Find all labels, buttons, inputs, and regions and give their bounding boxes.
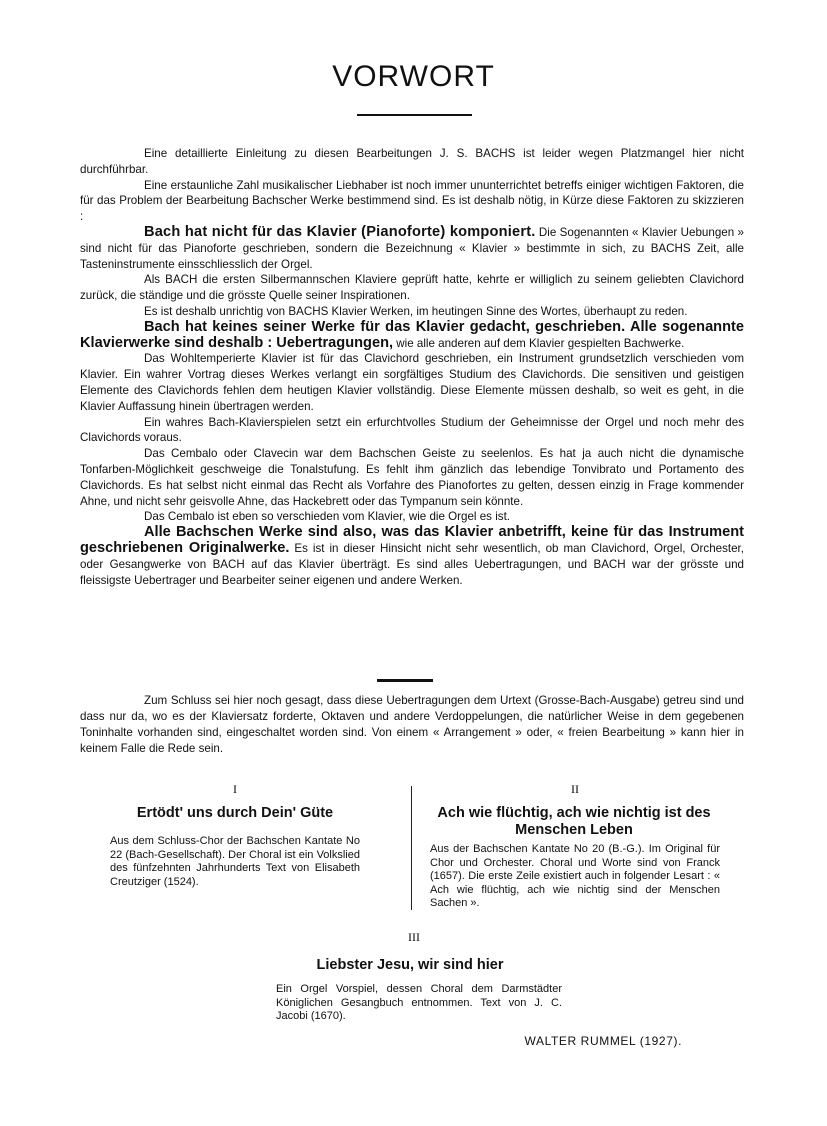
paragraph-text: Die Sogenannten « Klavier Uebungen » sind nicht für das Pianoforte geschrieben, sondern die Bezeichnung « Klavier » bestimmte in sich, zu BACHS Zeit, alle Tasteninstrumente einsschliesslich der Orgel. xyxy=(80,225,744,271)
title-rule xyxy=(357,114,472,116)
paragraph: Das Wohltemperierte Klavier ist für das Clavichord geschrieben, ein Instrument grundsetzlich verschieden vom Klavier. Ein wahrer Vortrag dieses Werkes verlangt ein sorgfältiges Studium des Clavichords. Die sensitiven und geistigen Elemente des Clavichords fehlen dem heutigen Klavier vollständig. Diese Elemente müssen deshalb, so weit es geht, in die Klavier Auffassung hinein übertragen werden. xyxy=(80,352,744,413)
paragraph: Es ist deshalb unrichtig von BACHS Klavier Werken, im heutingen Sinne des Wortes, überhaupt zu reden. xyxy=(144,304,688,318)
paragraph xyxy=(80,525,744,588)
paragraph xyxy=(80,225,744,272)
chorale-numeral: I xyxy=(233,782,237,796)
paragraph: Eine erstaunliche Zahl musikalischer Liebhaber ist noch immer ununterrichtet betreffs einiger wichtigen Faktoren, die für das Problem der Bearbeitung Bachscher Werke bestimmend sind. Es ist deshalb nötig, in Kürze diese Faktoren zu skizzieren : xyxy=(80,178,744,224)
chorale-note: Ein Orgel Vorspiel, dessen Choral dem Darmstädter Königlichen Gesangbuch entnommen. Text von J. C. Jacobi (1670). xyxy=(276,983,562,1023)
paragraph xyxy=(80,320,744,352)
paragraph: Eine detaillierte Einleitung zu diesen Bearbeitungen J. S. BACHS ist leider wegen Platzmangel hier nicht durchführbar. xyxy=(80,147,744,176)
emphasis-text: Bach hat nicht für das Klavier (Pianoforte) komponiert. xyxy=(144,223,536,240)
paragraph: Als BACH die ersten Silbermannschen Klaviere geprüft hatte, kehrte er williglich zu seinem geliebten Clavichord zurück, die ständige und die grösste Quelle seiner Inspirationen. xyxy=(80,273,744,303)
emphasis-text: Bach hat keines seiner Werke für das Klavier gedacht, geschrieben. Alle sogenannte Klavierwerke sind deshalb : Uebertragungen, xyxy=(80,318,744,351)
chorale-note: Aus dem Schluss-Chor der Bachschen Kantate No 22 (Bach-Gesellschaft). Der Choral ist ein Volkslied des fünfzehnten Jahrhunderts Text von Elisabeth Creutziger (1524). xyxy=(110,835,360,888)
page-title: VORWORT xyxy=(332,60,495,93)
signature: WALTER RUMMEL (1927). xyxy=(524,1034,682,1048)
paragraph: Ein wahres Bach-Klavierspielen setzt ein erfurchtvolles Studium der Geheimnisse der Orgel und noch mehr des Clavichords voraus. xyxy=(80,415,744,445)
preface-body xyxy=(80,146,744,588)
chorale-note: Aus der Bachschen Kantate No 20 (B.-G.). Im Original für Chor und Orchester. Choral und Worte sind von Franck (1657). Die erste Zeile existiert auch in folgender Lesart : « Ach wie flüchtig, ach wie nichtig sind der Menschen Sachen ». xyxy=(430,843,720,910)
chorale-title: Ach wie flüchtig, ach wie nichtig ist des Menschen Leben xyxy=(437,805,711,838)
paragraph-text: wie alle anderen auf dem Klavier gespielten Bachwerke. xyxy=(393,336,685,350)
column-divider xyxy=(411,786,412,910)
paragraph-text: Es ist in dieser Hinsicht nicht sehr wesentlich, ob man Clavichord, Orgel, Orchester, oder Gesangwerke von BACH auf das Klavier überträgt. Es sind alles Uebertragungen, und BACH war der grösste und fleissigste Uebertrager und Bearbeiter seiner eigenen und andere Werken. xyxy=(80,541,744,587)
section-rule xyxy=(377,679,433,682)
paragraph: Das Cembalo oder Clavecin war dem Bachschen Geiste zu seelenlos. Es hat ja auch nicht die dynamische Tonfarben-Möglichkeit geschweige die Tonalstufung. Es fehlt ihm gänzlich das lebendige Tonvibrato und Portamento des Clavichords. Es hat selbst nicht einmal das Recht als Vorfahre des Pianofortes zu gelten, dessen einzig in Frage kommender Ahne, und nicht sehr geisvolle Ahne, das Hackebrett oder das Tympanum sein könnte. xyxy=(80,447,744,508)
closing-paragraph xyxy=(80,693,744,757)
chorale-title: Ertödt' uns durch Dein' Güte xyxy=(136,805,334,821)
paragraph: Zum Schluss sei hier noch gesagt, dass diese Uebertragungen dem Urtext (Grosse-Bach-Ausgabe) getreu sind und dass nur da, wo es der Klaviersatz forderte, Oktaven und andere Verdoppelungen, die natürlicher Weise in dem gegebenen Toninhalte vorhanden sind, eingeschaltet worden sind. Von einem « Arrangement » oder, « freien Bearbeitung » kann hier in keinem Falle die Rede sein. xyxy=(80,694,744,755)
emphasis-text: Alle Bachschen Werke sind also, was das Klavier anbetrifft, keine für das Instrument geschriebenen Originalwerke. xyxy=(80,524,744,556)
chorale-title: Liebster Jesu, wir sind hier xyxy=(316,957,504,973)
paragraph: Das Cembalo ist eben so verschieden vom Klavier, wie die Orgel es ist. xyxy=(144,510,511,524)
chorale-numeral: III xyxy=(408,930,420,944)
chorale-numeral: II xyxy=(571,782,579,796)
